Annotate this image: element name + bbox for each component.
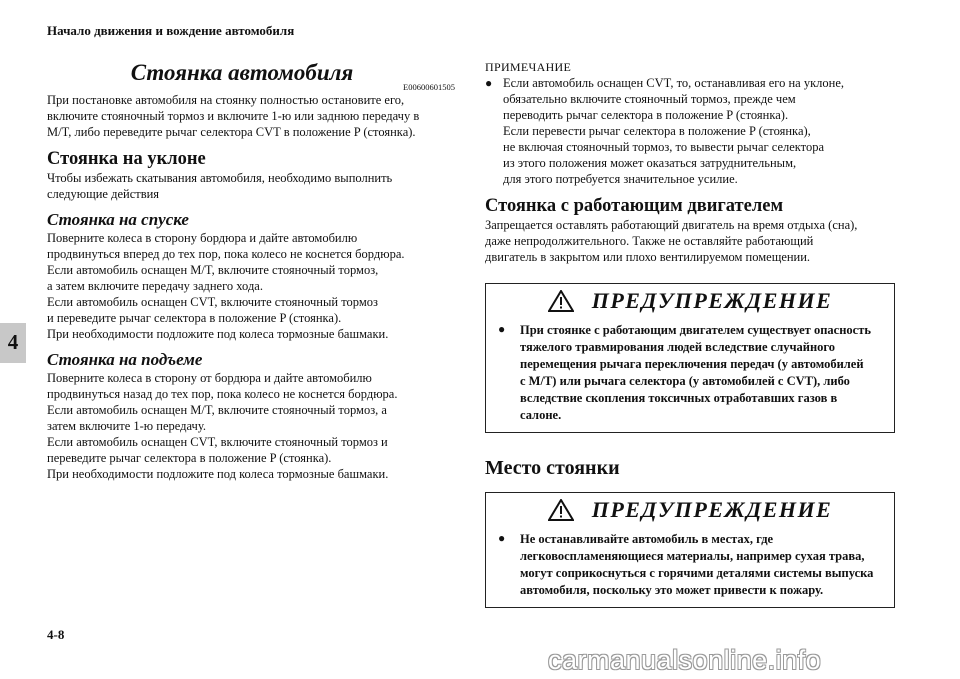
text-line: При постановке автомобиля на стоянку полностью остановите его, bbox=[47, 93, 405, 107]
text-line: следующие действия bbox=[47, 187, 160, 201]
text-line: обязательно включите стояночный тормоз, прежде чем bbox=[503, 92, 796, 106]
section-code: E00600601505 bbox=[403, 82, 455, 92]
warning-triangle-icon bbox=[548, 290, 574, 312]
section-title: Стоянка автомобиля bbox=[130, 60, 354, 85]
note-label: ПРИМЕЧАНИЕ bbox=[485, 60, 572, 74]
downhill-paragraph bbox=[47, 230, 455, 342]
text-line: не включая стояночный тормоз, то вывести рычаг селектора bbox=[503, 140, 825, 154]
text-line: и переведите рычаг селектора в положение P (стоянка). bbox=[47, 311, 342, 325]
text-line: вследствие скопления токсичных отработавших газов в салоне. bbox=[520, 391, 838, 422]
text-line: Запрещается оставлять работающий двигатель на время отдыха (сна), bbox=[485, 218, 858, 232]
watermark: carmanualsonline.info bbox=[548, 645, 822, 675]
text-line: а затем включите передачу заднего хода. bbox=[47, 279, 263, 293]
warning-item bbox=[486, 318, 894, 424]
text-line: Поверните колеса в сторону от бордюра и дайте автомобилю bbox=[47, 371, 372, 385]
text-line: включите стояночный тормоз и включите 1-ю или заднюю передачу в bbox=[47, 109, 420, 123]
left-column bbox=[47, 60, 455, 482]
warning-box-engine bbox=[485, 283, 895, 433]
running-header: Начало движения и вождение автомобиля bbox=[47, 23, 295, 38]
text-line: могут соприкоснуться с горячими деталями системы выпуска bbox=[520, 566, 874, 580]
warning-header bbox=[486, 284, 894, 318]
text-line: Чтобы избежать скатывания автомобиля, необходимо выполнить bbox=[47, 171, 393, 185]
text-line: даже непродолжительного. Также не оставляйте работающий bbox=[485, 234, 814, 248]
text-line: M/T, либо переведите рычаг селектора CVT в положение P (стоянка). bbox=[47, 125, 416, 139]
text-line: Если автомобиль оснащен M/T, включите стояночный тормоз, а bbox=[47, 403, 387, 417]
slope-paragraph bbox=[47, 170, 455, 202]
text-line: с M/T) или рычага селектора (у автомобилей с CVT), либо bbox=[520, 374, 850, 388]
page-number: 4-8 bbox=[47, 627, 65, 642]
intro-paragraph bbox=[47, 92, 455, 140]
engine-paragraph bbox=[485, 217, 895, 265]
text-line: двигатель в закрытом или плохо вентилируемом помещении. bbox=[485, 250, 811, 264]
warning-triangle-icon bbox=[548, 499, 574, 521]
bullet-icon: ● bbox=[498, 531, 506, 545]
text-line: Если автомобиль оснащен CVT, включите стояночный тормоз bbox=[47, 295, 378, 309]
text-line: При стоянке с работающим двигателем существует опасность bbox=[520, 323, 871, 337]
text-line: переведите рычаг селектора в положение P (стоянка). bbox=[47, 451, 332, 465]
text-line: из этого положения может оказаться затруднительным, bbox=[503, 156, 797, 170]
bullet-icon: ● bbox=[485, 76, 493, 90]
note-item bbox=[485, 75, 895, 187]
text-line: перемещения рычага переключения передач (у автомобилей bbox=[520, 357, 864, 371]
warning-header bbox=[486, 493, 894, 527]
warning-title: ПРЕДУПРЕЖДЕНИЕ bbox=[591, 288, 833, 313]
uphill-heading: Стоянка на подъеме bbox=[47, 350, 203, 369]
text-line: Поверните колеса в сторону бордюра и дайте автомобилю bbox=[47, 231, 358, 245]
text-line: легковоспламеняющиеся материалы, например сухая трава, bbox=[520, 549, 865, 563]
downhill-heading: Стоянка на спуске bbox=[47, 210, 189, 229]
warning-item bbox=[486, 527, 894, 599]
chapter-tab: 4 bbox=[0, 323, 26, 363]
place-heading: Место стоянки bbox=[485, 457, 620, 479]
engine-heading: Стоянка с работающим двигателем bbox=[485, 196, 784, 216]
text-line: При необходимости подложите под колеса тормозные башмаки. bbox=[47, 467, 389, 481]
text-line: для этого потребуется значительное усилие. bbox=[503, 172, 738, 186]
text-line: Если автомобиль оснащен CVT, то, останавливая его на уклоне, bbox=[503, 76, 845, 90]
warning-title: ПРЕДУПРЕЖДЕНИЕ bbox=[591, 497, 833, 522]
text-line: Если перевести рычаг селектора в положение P (стоянка), bbox=[503, 124, 811, 138]
text-line: тяжелого травмирования людей вследствие случайного bbox=[520, 340, 836, 354]
text-line: автомобиля, поскольку это может привести к пожару. bbox=[520, 583, 824, 597]
text-line: Не останавливайте автомобиль в местах, где bbox=[520, 532, 774, 546]
text-line: продвинуться назад до тех пор, пока колесо не коснется бордюра. bbox=[47, 387, 398, 401]
text-line: затем включите 1-ю передачу. bbox=[47, 419, 206, 433]
bullet-icon: ● bbox=[498, 322, 506, 336]
text-line: При необходимости подложите под колеса тормозные башмаки. bbox=[47, 327, 389, 341]
text-line: продвинуться вперед до тех пор, пока колесо не коснется бордюра. bbox=[47, 247, 405, 261]
text-line: Если автомобиль оснащен CVT, включите стояночный тормоз и bbox=[47, 435, 388, 449]
warning-box-place bbox=[485, 492, 895, 608]
text-line: Если автомобиль оснащен M/T, включите стояночный тормоз, bbox=[47, 263, 379, 277]
uphill-paragraph bbox=[47, 370, 455, 482]
right-column bbox=[485, 60, 895, 608]
text-line: переводить рычаг селектора в положение P (стоянка). bbox=[503, 108, 789, 122]
slope-heading: Стоянка на уклоне bbox=[47, 149, 206, 169]
